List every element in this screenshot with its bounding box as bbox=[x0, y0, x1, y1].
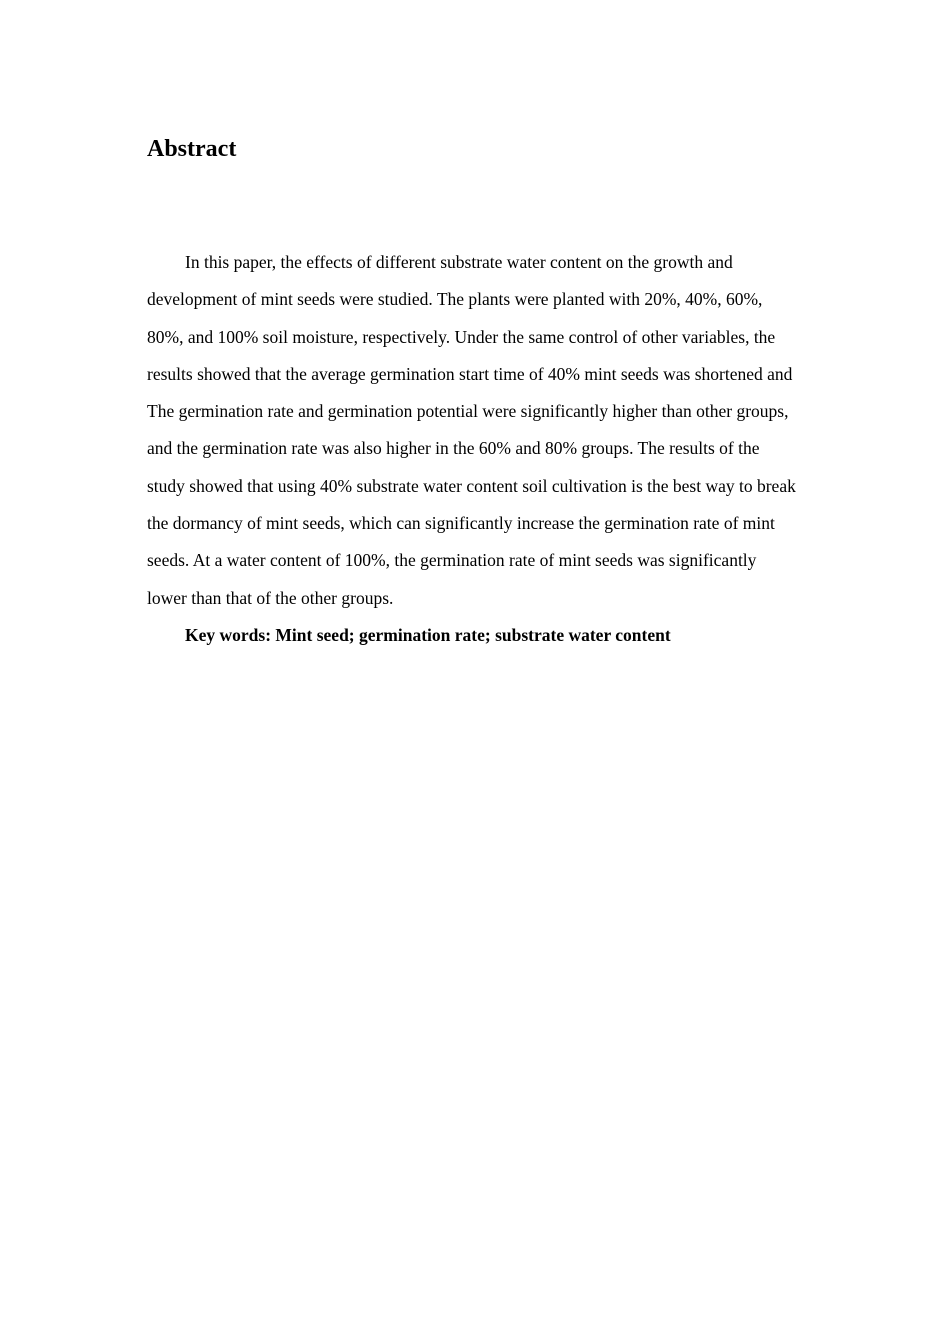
abstract-heading: Abstract bbox=[147, 136, 237, 162]
abstract-line: development of mint seeds were studied. The plants were planted with 20%, 40%, 60%, bbox=[147, 289, 763, 310]
abstract-line: The germination rate and germination potential were significantly higher than other groups, bbox=[147, 401, 789, 422]
abstract-line: lower than that of the other groups. bbox=[147, 587, 394, 608]
abstract-paragraph bbox=[147, 244, 859, 617]
abstract-line: seeds. At a water content of 100%, the germination rate of mint seeds was significantly bbox=[147, 550, 757, 571]
abstract-line: study showed that using 40% substrate water content soil cultivation is the best way to break bbox=[147, 475, 796, 496]
abstract-line: the dormancy of mint seeds, which can significantly increase the germination rate of mint bbox=[147, 513, 775, 534]
keywords-line: Key words: Mint seed; germination rate; substrate water content bbox=[185, 625, 671, 645]
abstract-line: and the germination rate was also higher in the 60% and 80% groups. The results of the bbox=[147, 438, 760, 459]
abstract-line: In this paper, the effects of different substrate water content on the growth and bbox=[185, 252, 733, 272]
abstract-line: 80%, and 100% soil moisture, respectively. Under the same control of other variables, the bbox=[147, 326, 776, 347]
abstract-line: results showed that the average germination start time of 40% mint seeds was shortened and bbox=[147, 363, 793, 384]
